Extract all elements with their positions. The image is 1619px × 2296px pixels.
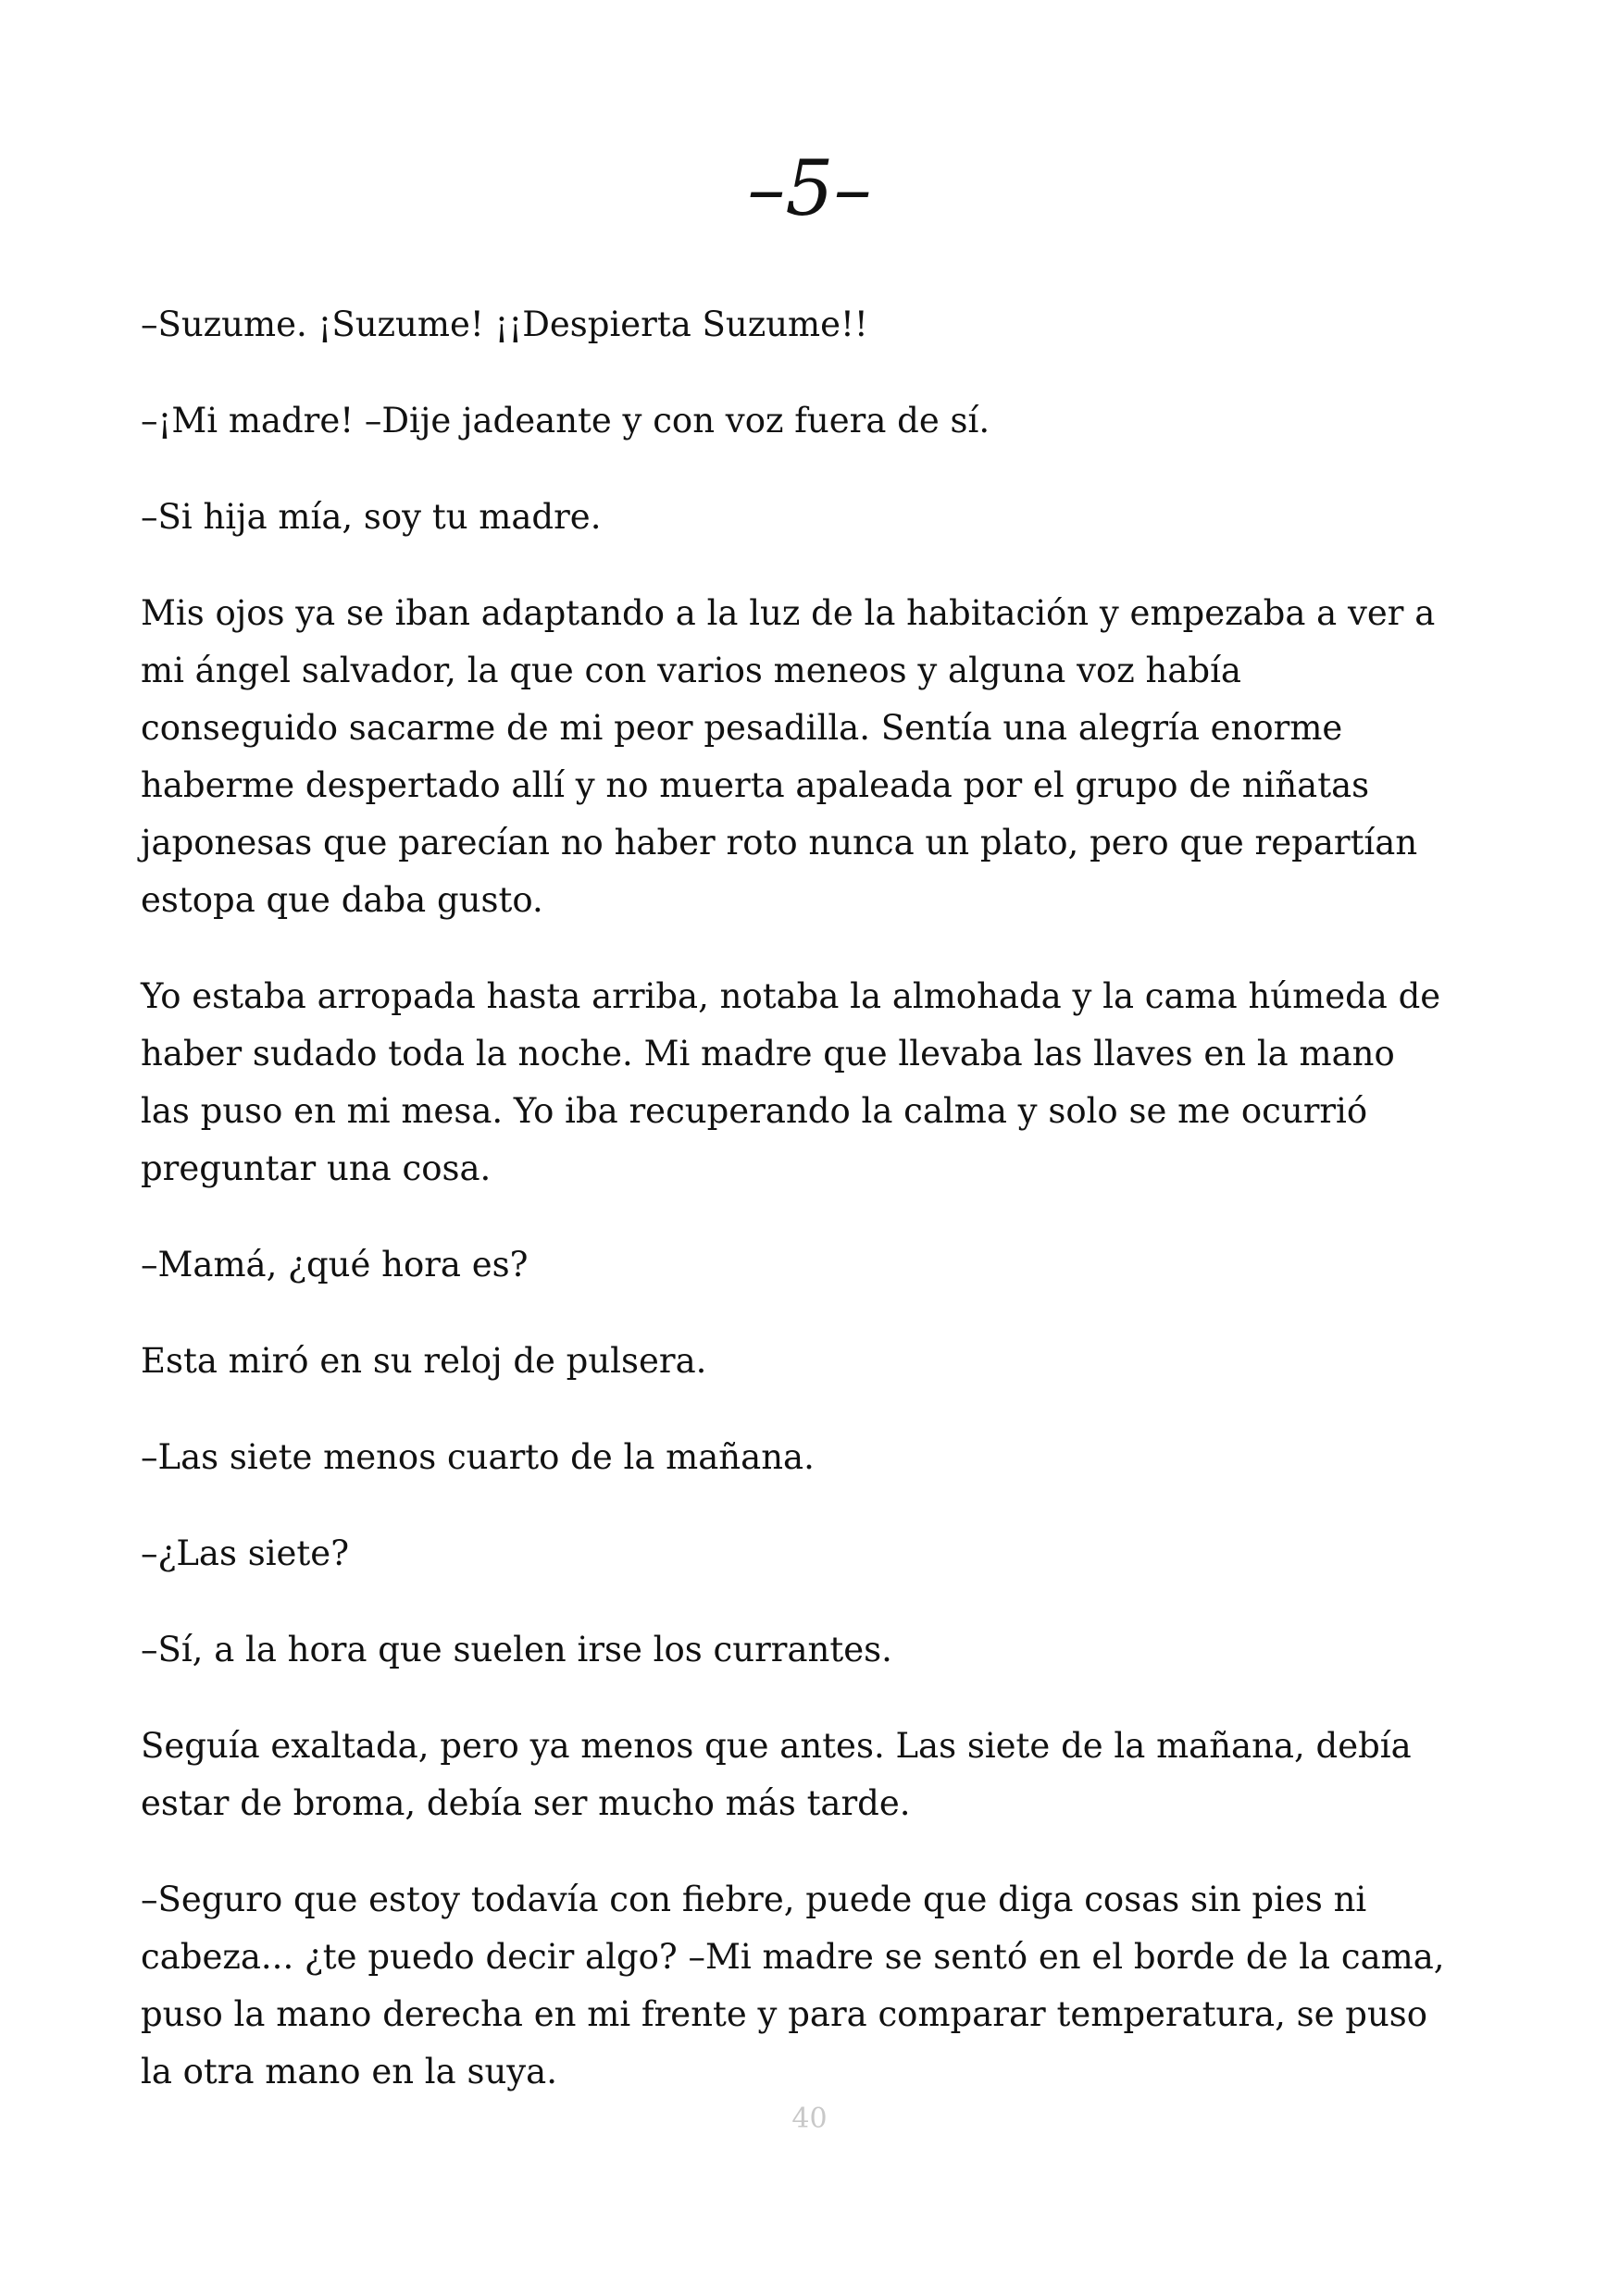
paragraph — [141, 1429, 1485, 1486]
text-line: la otra mano en la suya. — [141, 2052, 557, 2091]
paragraph — [141, 1621, 1485, 1679]
text-line: –Las siete menos cuarto de la mañana. — [141, 1437, 815, 1477]
paragraph — [141, 585, 1485, 929]
text-line: –¡Mi madre! –Dije jadeante y con voz fuera de sí. — [141, 401, 990, 441]
paragraph — [141, 1718, 1485, 1832]
text-line: Seguía exaltada, pero ya menos que antes. Las siete de la mañana, debía — [141, 1726, 1412, 1766]
text-line: Esta miró en su reloj de pulsera. — [141, 1341, 707, 1381]
text-line: –¿Las siete? — [141, 1533, 350, 1573]
text-line: haberme despertado allí y no muerta apaleada por el grupo de niñatas — [141, 765, 1370, 805]
paragraph — [141, 1333, 1485, 1390]
paragraph — [141, 392, 1485, 450]
text-line: las puso en mi mesa. Yo iba recuperando la calma y solo se me ocurrió — [141, 1091, 1368, 1131]
text-line: japonesas que parecían no haber roto nunca un plato, pero que repartían — [141, 823, 1418, 863]
paragraph — [141, 1871, 1485, 2101]
body-text — [141, 296, 1485, 2140]
text-line: estar de broma, debía ser mucho más tarde. — [141, 1783, 911, 1823]
text-line: –Si hija mía, soy tu madre. — [141, 497, 602, 537]
text-line: –Seguro que estoy todavía con fiebre, puede que diga cosas sin pies ni — [141, 1880, 1367, 1919]
text-line: –Sí, a la hora que suelen irse los currantes. — [141, 1630, 892, 1669]
paragraph — [141, 968, 1485, 1198]
paragraph — [141, 1236, 1485, 1294]
text-line: Yo estaba arropada hasta arriba, notaba la almohada y la cama húmeda de — [141, 976, 1441, 1016]
text-line: Mis ojos ya se iban adaptando a la luz de la habitación y empezaba a ver a — [141, 593, 1436, 633]
paragraph — [141, 489, 1485, 546]
paragraph — [141, 296, 1485, 354]
text-line: mi ángel salvador, la que con varios meneos y alguna voz había — [141, 651, 1241, 690]
text-line: haber sudado toda la noche. Mi madre que llevaba las llaves en la mano — [141, 1034, 1395, 1074]
text-line: –Mamá, ¿qué hora es? — [141, 1245, 529, 1285]
page-number: 40 — [791, 2103, 828, 2135]
text-line: puso la mano derecha en mi frente y para comparar temperatura, se puso — [141, 1994, 1428, 2034]
chapter-title: –5– — [747, 145, 872, 233]
text-line: –Suzume. ¡Suzume! ¡¡Despierta Suzume!! — [141, 304, 868, 344]
text-line: estopa que daba gusto. — [141, 880, 543, 920]
text-line: preguntar una cosa. — [141, 1148, 492, 1188]
paragraph — [141, 1525, 1485, 1582]
text-line: cabeza... ¿te puedo decir algo? –Mi madre se sentó en el borde de la cama, — [141, 1937, 1445, 1977]
text-line: conseguido sacarme de mi peor pesadilla. Sentía una alegría enorme — [141, 708, 1343, 748]
